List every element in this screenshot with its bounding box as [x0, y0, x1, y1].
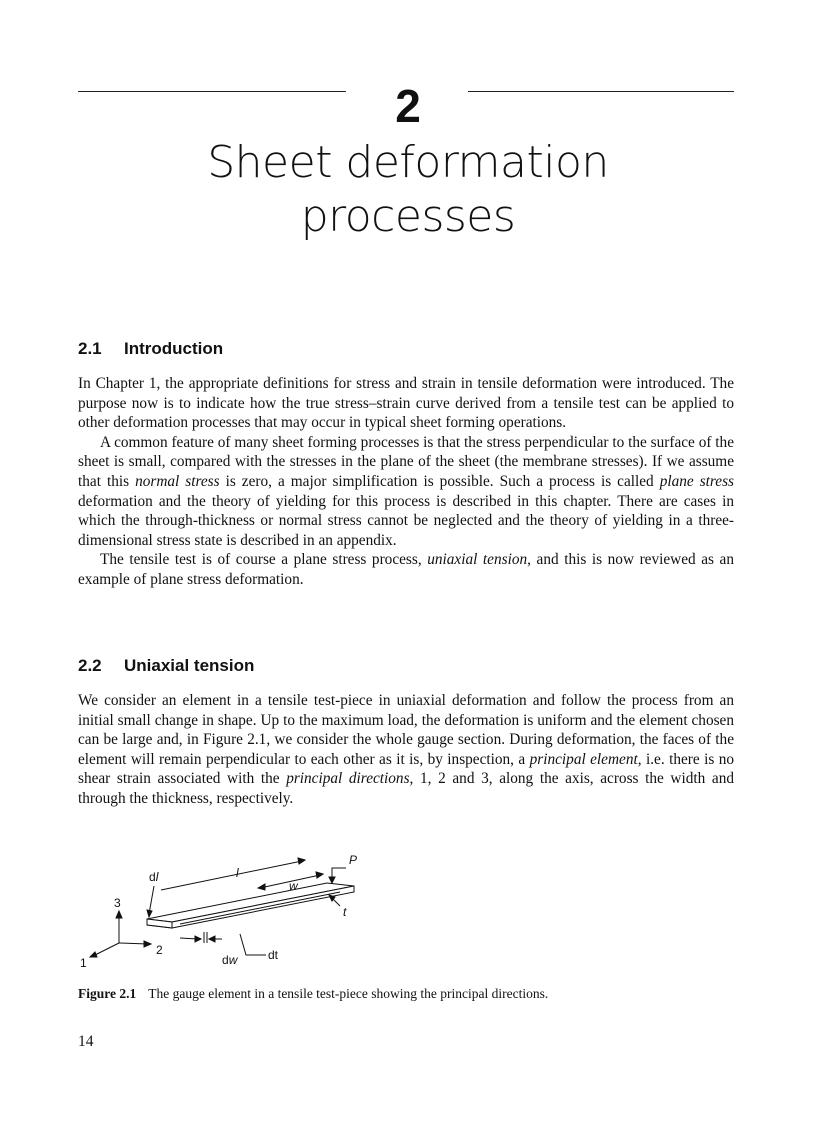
chapter-title [0, 136, 816, 244]
text-run: is zero, a major simplification is possible. Such a process is called [219, 472, 660, 490]
p-arrowhead [329, 877, 335, 883]
w-arrowhead [316, 872, 323, 878]
label-axis-2: 2 [156, 943, 163, 957]
section-heading-uniaxial-tension [78, 656, 254, 676]
section-uniaxial-body [78, 691, 734, 809]
figure-caption-text: The gauge element in a tensile test-piece showing the principal directions. [148, 986, 549, 1001]
page-number: 14 [78, 1033, 94, 1050]
l-arrowhead [298, 858, 305, 864]
axis-2-arrowhead [144, 941, 151, 947]
section-title: Introduction [124, 339, 224, 358]
axis-1-arrowhead [90, 952, 97, 957]
l-dimension-line [161, 861, 302, 890]
axis-1-line [93, 943, 119, 956]
label-axis-3: 3 [114, 896, 121, 910]
chapter-title-line2: processes [300, 191, 516, 242]
text-run: , and this is now reviewed as an example of plane stress deformation. [78, 551, 734, 588]
text-run: deformation and the theory of yielding for this process is described in this chapter. There are cases in which the through-thickness or normal stress cannot be neglected and the theory of yielding in a three-dimensional stress state is described in an appendix. [78, 492, 734, 549]
emphasis-term: principal directions [286, 770, 410, 788]
text-run: , i.e. there is no shear strain associated with the [78, 750, 734, 788]
text-run: We consider an element in a tensile test-piece in uniaxial deformation and follow the process from an initial small change in shape. Up to the maximum load, the deformation is uniform and the element chosen can be large and, in Figure 2.1, we consider the whole gauge section. During deformation, the faces of the element will remain perpendicular to each other as it is, by inspection, a [78, 692, 734, 768]
label-t: t [343, 905, 347, 919]
dt-leader [240, 934, 266, 955]
label-dt: dt [268, 948, 279, 962]
chapter-title-line1: Sheet deformation [207, 137, 609, 188]
w-arrowhead [258, 884, 265, 890]
dw-arrowhead [195, 936, 201, 942]
label-axis-1: 1 [80, 956, 87, 970]
label-dw: dw [222, 953, 238, 967]
section-number: 2.2 [78, 656, 102, 675]
emphasis-term: uniaxial tension [427, 551, 528, 569]
emphasis-term: normal stress [135, 472, 220, 490]
section-title: Uniaxial tension [124, 656, 255, 675]
paragraph [78, 550, 734, 589]
label-l: l [236, 866, 239, 880]
chapter-number: 2 [395, 80, 421, 132]
paragraph [78, 691, 734, 809]
paragraph [78, 433, 734, 551]
dl-arrow [149, 886, 154, 914]
figure-gauge-element [70, 848, 370, 972]
paragraph: In Chapter 1, the appropriate definitions for stress and strain in tensile deformation were introduced. The purpose now is to indicate how the true stress–strain curve derived from a tensile test can be applied to other deformation processes that may occur in typical sheet forming operations. [78, 375, 734, 432]
label-w: w [289, 879, 298, 893]
text-run: The tensile test is of course a plane stress process, [100, 551, 428, 569]
axis-3-arrowhead [116, 911, 122, 918]
figure-caption [78, 986, 548, 1002]
dw-arrowhead [209, 936, 215, 942]
section-introduction-body [78, 374, 734, 590]
strip-top-face [147, 883, 354, 922]
section-number: 2.1 [78, 339, 102, 358]
emphasis-term: principal element [529, 750, 638, 768]
text-run: , 1, 2 and 3, along the axis, across the width and through the thickness, respectively. [78, 770, 735, 807]
dl-arrowhead [147, 910, 152, 917]
label-dl: dl [149, 870, 159, 884]
section-heading-introduction [78, 339, 223, 359]
label-P: P [349, 853, 358, 867]
text-run: A common feature of many sheet forming processes is that the stress perpendicular to the surface of the sheet is small, compared with the stresses in the plane of the sheet (the membrane stresses). If we assume that this [78, 433, 734, 490]
figure-caption-label: Figure 2.1 [78, 986, 137, 1001]
emphasis-term: plane stress [659, 472, 734, 490]
